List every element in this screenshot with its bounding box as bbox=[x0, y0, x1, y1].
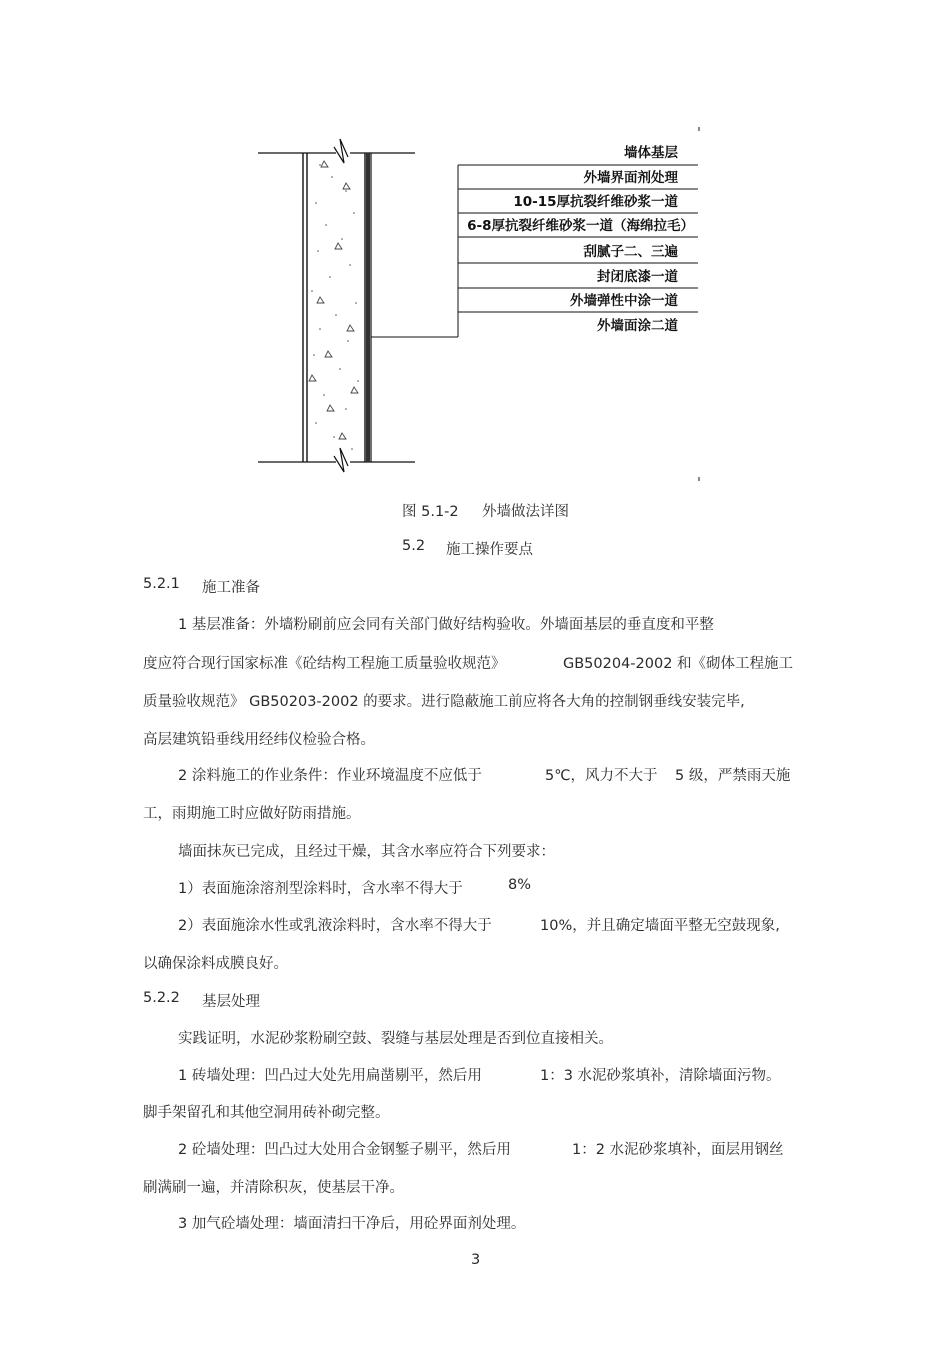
paragraph-line: 1 砖墙处理：凹凸过大处先用扁凿剔平，然后用 bbox=[178, 1068, 482, 1084]
paragraph-line: GB50204-2002 和《砌体工程施工 bbox=[563, 656, 794, 672]
wall-section-drawing bbox=[250, 125, 710, 485]
paragraph-line: 实践证明，水泥砂浆粉刷空鼓、裂缝与基层处理是否到位直接相关。 bbox=[178, 1031, 613, 1047]
paragraph-line: 5℃，风力不大于 bbox=[545, 768, 658, 784]
paragraph-line: 脚手架留孔和其他空洞用砖补砌完整。 bbox=[143, 1105, 390, 1121]
layer-label-6: 封闭底漆一道 bbox=[597, 269, 678, 285]
paragraph-line: 2）表面施涂水性或乳液涂料时，含水率不得大于 bbox=[178, 918, 492, 934]
subsection-number: 5.2.2 bbox=[143, 990, 180, 1006]
subsection-title: 施工准备 bbox=[202, 580, 260, 596]
layer-label-3: 10-15厚抗裂纤维砂浆一道 bbox=[513, 194, 678, 210]
layer-label-4: 6-8厚抗裂纤维砂浆一道（海绵拉毛） bbox=[467, 218, 694, 234]
paragraph-line: 10%，并且确定墙面平整无空鼓现象, bbox=[540, 918, 780, 934]
figure-caption-number: 图 5.1-2 bbox=[402, 504, 459, 520]
layer-label-1: 墙体基层 bbox=[624, 145, 678, 161]
page-number: 3 bbox=[471, 1252, 481, 1268]
paragraph-line: 1）表面施涂溶剂型涂料时，含水率不得大于 bbox=[178, 881, 463, 897]
paragraph-line: 墙面抹灰已完成，且经过干燥，其含水率应符合下列要求： bbox=[178, 844, 555, 860]
wall-detail-diagram bbox=[250, 125, 710, 485]
subsection-number: 5.2.1 bbox=[143, 576, 180, 592]
paragraph-line: 5 级，严禁雨天施 bbox=[675, 768, 791, 784]
paragraph-line: 3 加气砼墙处理：墙面清扫干净后，用砼界面剂处理。 bbox=[178, 1216, 526, 1232]
paragraph-line: 高层建筑铅垂线用经纬仪检验合格。 bbox=[143, 732, 375, 748]
paragraph-line: 刷满刷一遍，并清除积灰，使基层干净。 bbox=[143, 1180, 404, 1196]
paragraph-line: 度应符合现行国家标准《砼结构工程施工质量验收规范》 bbox=[143, 656, 506, 672]
paragraph-line: 8% bbox=[508, 877, 532, 893]
figure-caption-title: 外墙做法详图 bbox=[482, 504, 569, 520]
section-number: 5.2 bbox=[402, 538, 426, 554]
section-title: 施工操作要点 bbox=[446, 542, 533, 558]
paragraph-line: 2 砼墙处理：凹凸过大处用合金钢錾子剔平，然后用 bbox=[178, 1142, 511, 1158]
paragraph-line: 1 基层准备：外墙粉刷前应会同有关部门做好结构验收。外墙面基层的垂直度和平整 bbox=[178, 617, 714, 633]
paragraph-line: 质量验收规范》 GB50203-2002 的要求。进行隐蔽施工前应将各大角的控制钢垂线安装完毕, bbox=[143, 694, 745, 710]
layer-label-8: 外墙面涂二道 bbox=[597, 318, 678, 334]
layer-label-5: 刮腻子二、三遍 bbox=[583, 244, 678, 260]
paragraph-line: 以确保涂料成膜良好。 bbox=[143, 956, 288, 972]
paragraph-line: 1：2 水泥砂浆填补，面层用钢丝 bbox=[572, 1142, 784, 1158]
subsection-title: 基层处理 bbox=[202, 994, 260, 1010]
paragraph-line: 2 涂料施工的作业条件：作业环境温度不应低于 bbox=[178, 768, 482, 784]
paragraph-line: 1：3 水泥砂浆填补，清除墙面污物。 bbox=[540, 1068, 781, 1084]
layer-label-7: 外墙弹性中涂一道 bbox=[570, 293, 678, 309]
layer-label-2: 外墙界面剂处理 bbox=[583, 170, 678, 186]
paragraph-line: 工，雨期施工时应做好防雨措施。 bbox=[143, 806, 361, 822]
